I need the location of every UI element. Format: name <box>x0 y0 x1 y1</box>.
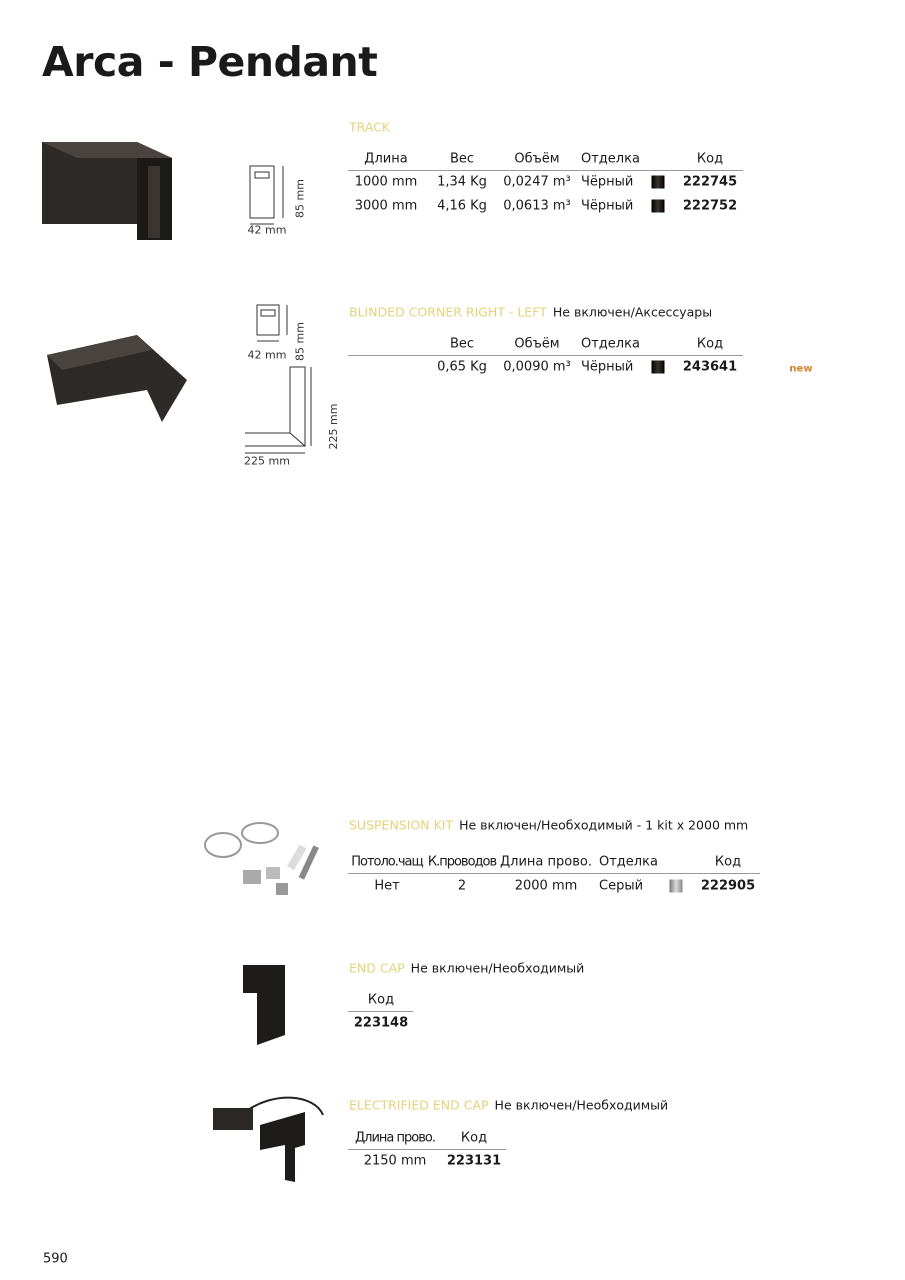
cell: 1000 mm <box>354 174 418 190</box>
product-code: 222752 <box>682 198 738 214</box>
finish-swatch-black <box>652 200 665 213</box>
finish-swatch-grey <box>670 880 683 893</box>
product-code: 243641 <box>682 359 738 375</box>
suspension-section-title <box>349 818 748 833</box>
new-badge: new <box>789 363 813 375</box>
finish-swatch-black <box>652 361 665 374</box>
corner-section-title <box>349 305 712 320</box>
section-note: Не включен/Необходимый <box>410 960 585 976</box>
cell: Чёрный <box>581 198 634 214</box>
track-section-title: TRACK <box>349 119 391 135</box>
col-header: Вес <box>449 336 475 352</box>
col-header: Код <box>696 336 724 352</box>
track-width-label: 42 mm <box>247 223 287 237</box>
finish-swatch-black <box>652 176 665 189</box>
col-header: К.проводов <box>427 854 497 870</box>
cell: 0,0090 m³ <box>503 359 571 375</box>
col-header: Объём <box>514 336 560 352</box>
col-header: Отделка <box>581 151 640 167</box>
product-code: 223131 <box>446 1153 502 1169</box>
section-note: Не включен/Необходимый - 1 kit x 2000 mm <box>459 817 749 833</box>
cell: Чёрный <box>581 174 634 190</box>
col-header: Объём <box>514 151 560 167</box>
section-note: Не включен/Аксессуары <box>552 304 713 320</box>
section-title: BLINDED CORNER RIGHT - LEFT <box>349 304 547 320</box>
corner-dimension-drawing <box>245 300 545 465</box>
corner-leg-width-label: 225 mm <box>244 454 290 468</box>
cell: 4,16 Kg <box>437 198 487 214</box>
cell: 2000 mm <box>514 878 578 894</box>
col-header: Код <box>714 854 742 870</box>
cell: 0,0613 m³ <box>503 198 571 214</box>
col-header: Вес <box>449 151 475 167</box>
cell: 2 <box>457 878 467 894</box>
cell: 0,0247 m³ <box>503 174 571 190</box>
cell: Чёрный <box>581 359 634 375</box>
col-header: Код <box>367 992 395 1008</box>
suspension-kit-image <box>198 815 338 905</box>
section-title: ELECTRIFIED END CAP <box>349 1097 489 1113</box>
track-product-image <box>42 140 172 245</box>
end-cap-image <box>195 955 340 1050</box>
col-header: Потоло.чащ <box>351 854 423 870</box>
col-header: Длина <box>364 151 408 167</box>
col-header: Длина прово. <box>355 1130 435 1146</box>
col-header: Код <box>460 1130 488 1146</box>
col-header: Код <box>696 151 724 167</box>
end-cap-section-title <box>349 961 584 976</box>
product-code: 222745 <box>682 174 738 190</box>
cell: Серый <box>599 878 644 894</box>
col-header: Отделка <box>599 854 658 870</box>
track-height-label: 85 mm <box>293 179 307 218</box>
section-title: SUSPENSION KIT <box>349 817 454 833</box>
corner-width-label: 42 mm <box>247 348 287 362</box>
product-code: 222905 <box>700 878 756 894</box>
electrified-end-cap-image <box>205 1090 335 1185</box>
electrified-section-title <box>349 1098 668 1113</box>
corner-height-label: 85 mm <box>293 322 307 361</box>
corner-product-image <box>42 330 192 425</box>
page-number: 590 <box>43 1251 68 1267</box>
corner-leg-height-label: 225 mm <box>326 403 340 450</box>
section-note: Не включен/Необходимый <box>494 1097 669 1113</box>
section-title: END CAP <box>349 960 405 976</box>
cell: 2150 mm <box>363 1153 427 1169</box>
col-header: Длина прово. <box>500 854 592 870</box>
cell: 1,34 Kg <box>437 174 487 190</box>
cell: Нет <box>374 878 400 894</box>
cell: 3000 mm <box>354 198 418 214</box>
page-title: Arca - Pendant <box>42 38 378 86</box>
cell: 0,65 Kg <box>437 359 487 375</box>
product-code: 223148 <box>353 1015 409 1031</box>
col-header: Отделка <box>581 336 640 352</box>
